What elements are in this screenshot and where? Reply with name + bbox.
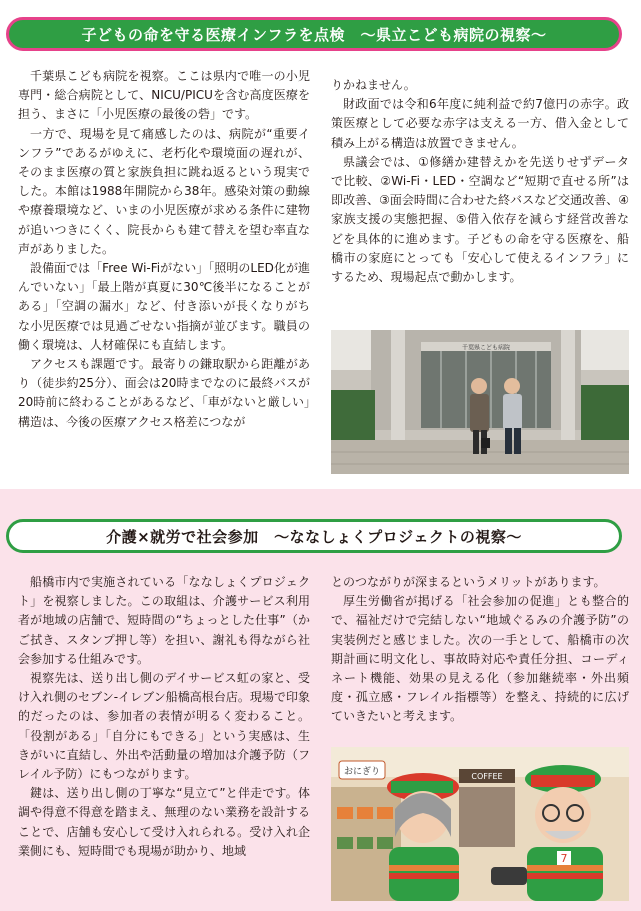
hospital-sign: 千葉県こども病院: [461, 344, 511, 352]
paragraph: 一方で、現場を見て痛感したのは、病院が“重要インフラ”であるがゆえに、老朽化や環境面の遅れが、そのまま医療の質と家族負担に跳ね返るという現実でした。本館は1988年開院から38年。感染対策の動線や療養環境など、いまの小児医療が求める条件に建物が追いつきにくく、院長からも建て替えを望む率直な声がありました。: [18, 126, 310, 256]
article-left-column: [18, 573, 310, 893]
store-workers-illustration: [331, 747, 629, 901]
paragraph: 厚生労働省が掲げる「社会参加の促進」とも整合的で、福祉だけで完結しない“地域ぐるみの介護予防”の実装例だと感じました。次の一手として、船橋市の次期計画に明文化し、事故時対応や責任分担、コーディネート機能、効果の見える化（参加継続率・外出頻度・孤立感・フレイル指標等）を整え、持続的に広げていきたいと考えます。: [331, 594, 629, 724]
onigiri-sign: おにぎり: [343, 767, 381, 777]
section-care-work-visit: [0, 489, 641, 911]
paragraph: 船橋市内で実施されている「ななしょくプロジェクト」を視察しました。この取組は、介護サービス利用者が地域の店舗で、短時間の“ちょっとした仕事”（かご拭き、スタンプ押し等）を担い、謝礼も得ながら社会参加する仕組みです。: [18, 575, 310, 666]
article-right-column: [331, 76, 629, 326]
article-left-column: [18, 67, 310, 477]
svg-text:7: 7: [560, 852, 568, 865]
paragraph: 設備面では「Free Wi-Fiがない」「照明のLED化が進んでいない」「最上階が真夏に30℃後半になることがある」「空調の漏水」など、付き添いが長くなりがちな小児医療では見過ごせない指摘が並びます。職員の働く環境は、人材確保にも直結します。: [18, 261, 310, 352]
paragraph: りかねません。: [331, 78, 416, 92]
hospital-entrance-photo: [331, 330, 629, 474]
paragraph: 千葉県こども病院を視察。ここは県内で唯一の小児専門・総合病院として、NICU/PICUを含む高度医療を担う、まさに「小児医療の最後の砦」です。: [18, 69, 310, 122]
paragraph: 視察先は、送り出し側のデイサービス虹の家と、受け入れ側のセブン‐イレブン船橋高根台店。現場で印象的だったのは、参加者の表情が明るく変わること。「役割がある」「自分にもできる」という実感は、生きがいに直結し、外出や活動量の増加は介護予防（フレイル予防）にもつながります。: [18, 671, 310, 782]
paragraph: アクセスも課題です。最寄りの鎌取駅から距離があり（徒歩約25分）、面会は20時までなのに最終バスが20時前に終わることがあるなど、「車がないと厳しい」構造は、今後の医療アクセス格差につなが: [18, 357, 310, 429]
paragraph: 鍵は、送り出し側の丁寧な“見立て”と伴走です。体調や得意不得意を踏まえ、無理のない業務を設計することで、店舗も安心して受け入れられる。受け入れ企業側にも、短時間でも現場が助かり、地域: [18, 786, 310, 858]
paragraph: 財政面では令和6年度に純利益で約7億円の赤字。政策医療として必要な赤字は支える一方、借入金として積み上がる構造は放置できません。: [331, 97, 629, 150]
article-right-column: [331, 573, 629, 743]
section-title-hospital: 子どもの命を守る医療インフラを点検 ～県立こども病院の視察～: [6, 17, 622, 51]
paragraph: とのつながりが深まるというメリットがあります。: [331, 575, 606, 589]
coffee-sign: COFFEE: [471, 772, 503, 781]
section-title-care-work: 介護×就労で社会参加 ～ななしょくプロジェクトの視察～: [6, 519, 622, 553]
paragraph: 県議会では、①修繕か建替えかを先送りせずデータで比較、②Wi-Fi・LED・空調など“短期で直せる所”は即改善、③面会時間に合わせた終バスなど交通改善、④家族支援の実態把握、⑤借入依存を減らす経営改善などを具体的に進めます。子どもの命を守る医療を、船橋市の家庭にとっても「安心して使えるインフラ」にするため、現場起点で動かします。: [331, 154, 629, 285]
